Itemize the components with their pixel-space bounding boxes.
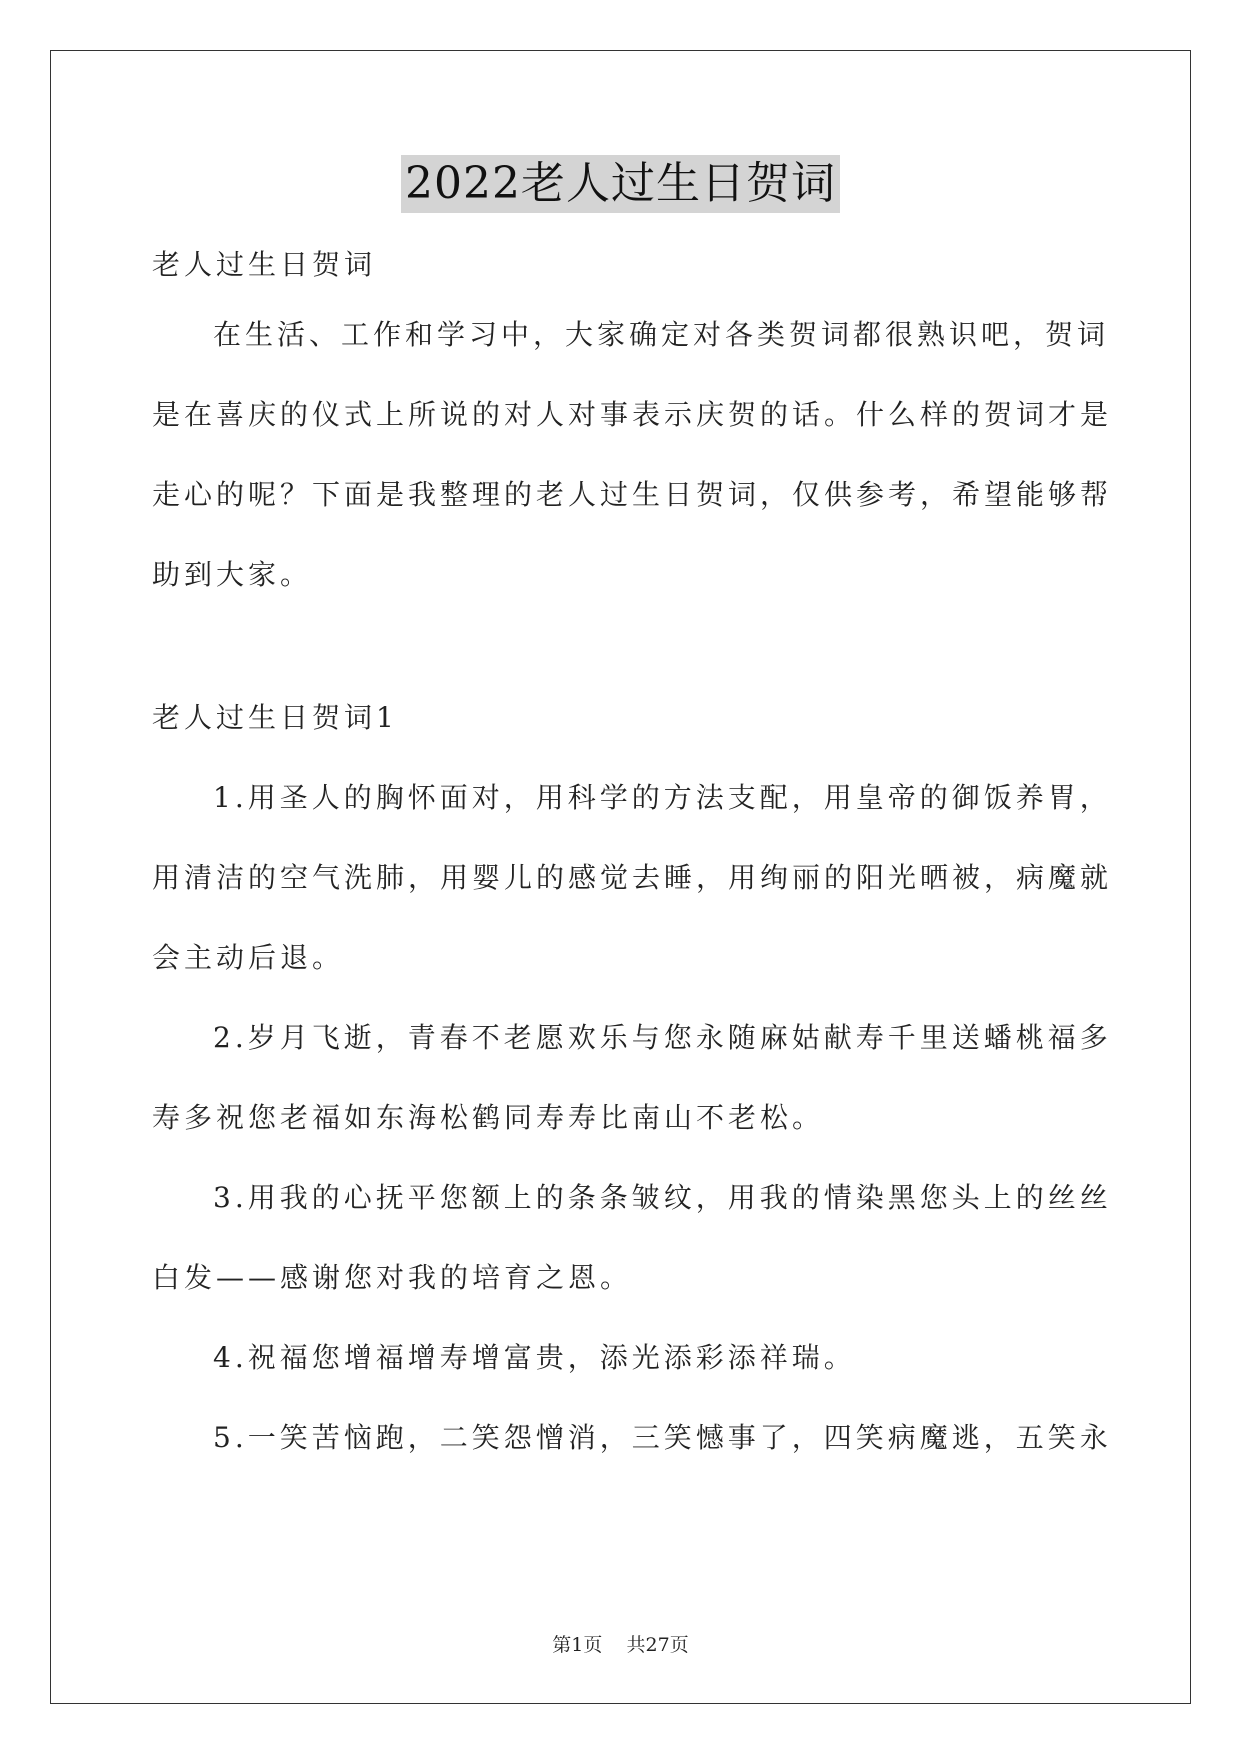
paragraph-line: 寿多祝您老福如东海松鹤同寿寿比南山不老松。	[152, 1101, 825, 1134]
page-number: 第1页	[552, 1634, 603, 1656]
title-container	[0, 155, 1241, 213]
paragraph-line: 走心的呢？下面是我整理的老人过生日贺词，仅供参考，希望能够帮	[152, 478, 1113, 511]
page-footer	[0, 1630, 1241, 1657]
section-heading: 老人过生日贺词1	[152, 701, 398, 734]
paragraph-line: 5.一笑苦恼跑，二笑怨憎消，三笑憾事了，四笑病魔逃，五笑永	[213, 1421, 1112, 1454]
paragraph-line: 用清洁的空气洗肺，用婴儿的感觉去睡，用绚丽的阳光晒被，病魔就	[152, 861, 1113, 894]
section-heading: 老人过生日贺词	[152, 248, 377, 281]
page-total: 共27页	[626, 1634, 689, 1656]
paragraph-line: 1.用圣人的胸怀面对，用科学的方法支配，用皇帝的御饭养胃，	[213, 781, 1112, 814]
document-title: 2022老人过生日贺词	[401, 155, 840, 213]
paragraph-line: 在生活、工作和学习中，大家确定对各类贺词都很熟识吧，贺词	[213, 318, 1110, 351]
paragraph-line: 2.岁月飞逝，青春不老愿欢乐与您永随麻姑献寿千里送蟠桃福多	[213, 1021, 1112, 1054]
paragraph-line: 是在喜庆的仪式上所说的对人对事表示庆贺的话。什么样的贺词才是	[152, 398, 1113, 431]
paragraph-line: 助到大家。	[152, 558, 313, 591]
paragraph-line: 白发——感谢您对我的培育之恩。	[152, 1261, 633, 1294]
paragraph-line: 会主动后退。	[152, 941, 345, 974]
paragraph-line: 4.祝福您增福增寿增富贵，添光添彩添祥瑞。	[213, 1341, 856, 1374]
paragraph-line: 3.用我的心抚平您额上的条条皱纹，用我的情染黑您头上的丝丝	[213, 1181, 1112, 1214]
